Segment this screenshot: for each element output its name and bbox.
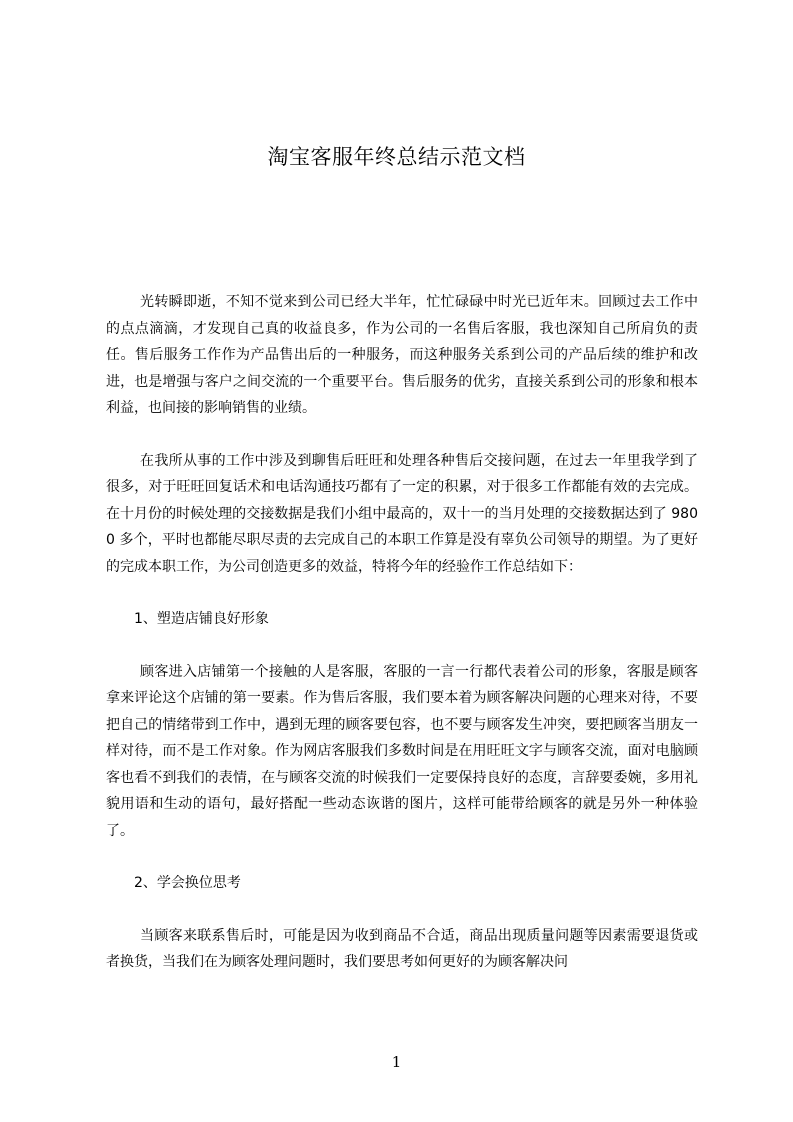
page-number: 1 [391, 1053, 402, 1071]
paragraph-empathy: 当顾客来联系售后时，可能是因为收到商品不合适，商品出现质量问题等因素需要退货或者换货，当我们在为顾客处理问题时，我们要思考如何更好的为顾客解决问 [106, 927, 698, 970]
document-body [106, 289, 698, 976]
paragraph-work-summary: 在我所从事的工作中涉及到聊售后旺旺和处理各种售后交接问题，在过去一年里我学到了很多，对于旺旺回复话术和电话沟通技巧都有了一定的积累，对于很多工作都能有效的去完成。在十月份的时候处理的交接数据是我们小组中最高的，双十一的当月处理的交接数据达到了 9800 多个，平时也都能尽职尽责的去完成自己的本职工作算是没有辜负公司领导的期望。为了更好的完成本职工作，为公司创造更多的效益，特将今年的经验作工作总结如下： [106, 452, 698, 575]
section-heading-1: 1、塑造店铺良好形象 [134, 611, 269, 627]
paragraph-store-image: 顾客进入店铺第一个接触的人是客服，客服的一言一行都代表着公司的形象，客服是顾客拿来评论这个店铺的第一要素。作为售后客服，我们要本着为顾客解决问题的心理来对待，不要把自己的情绪带到工作中，遇到无理的顾客要包容，也不要与顾客发生冲突，要把顾客当朋友一样对待，而不是工作对象。作为网店客服我们多数时间是在用旺旺文字与顾客交流，面对电脑顾客也看不到我们的表情，在与顾客交流的时候我们一定要保持良好的态度，言辞要委婉，多用礼貌用语和生动的语句，最好搭配一些动态诙谐的图片，这样可能带给顾客的就是另外一种体验了。 [106, 663, 698, 839]
paragraph-intro: 光转瞬即逝，不知不觉来到公司已经大半年，忙忙碌碌中时光已近年末。回顾过去工作中的点点滴滴，才发现自己真的收益良多，作为公司的一名售后客服，我也深知自己所肩负的责任。售后服务工作作为产品售出后的一种服务，而这种服务关系到公司的产品后续的维护和改进，也是增强与客户之间交流的一个重要平台。售后服务的优劣，直接关系到公司的形象和根本利益，也间接的影响销售的业绩。 [106, 294, 698, 416]
section-heading-2: 2、学会换位思考 [134, 875, 241, 891]
document-title: 淘宝客服年终总结示范文档 [267, 145, 526, 169]
